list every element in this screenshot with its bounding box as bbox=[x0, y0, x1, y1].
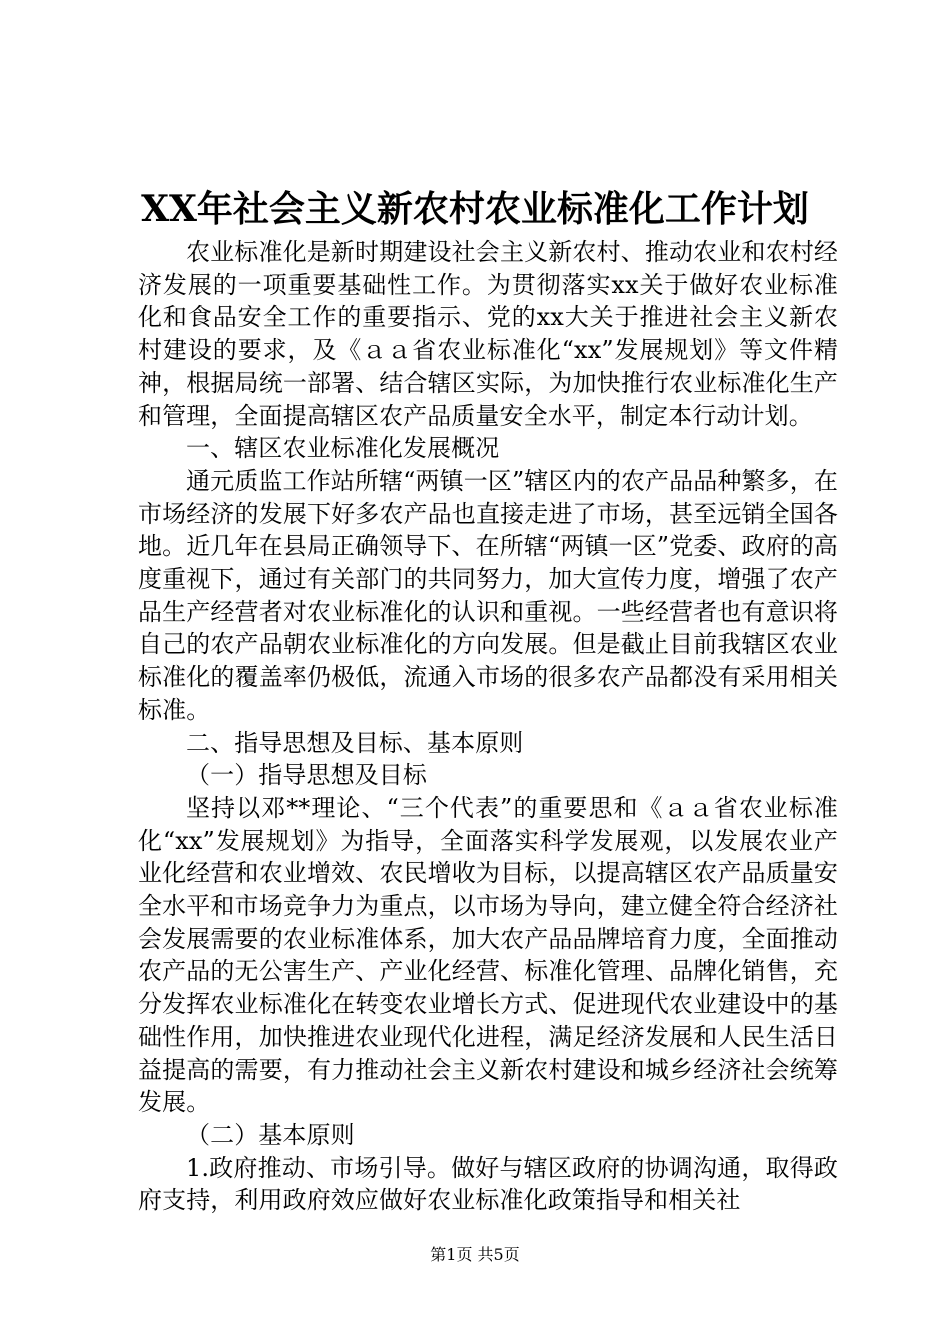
paragraph-guiding-ideology: 坚持以邓**理论、“三个代表”的重要思和《ａａ省农业标准化“xx”发展规划》为指导，全面落实科学发展观，以发展农业产业化经营和农业增效、农民增收为目标，以提高辖区农产品质量安全水平和市场竞争力为重点，以市场为导向，建立健全符合经济社会发展需要的农业标准体系，加大农产品品牌培育力度，全面推动农产品的无公害生产、产业化经营、标准化管理、品牌化销售，充分发挥农业标准化在转变农业增长方式、促进现代农业建设中的基础性作用，加快推进农业现代化进程，满足经济发展和人民生活日益提高的需要，有力推动社会主义新农村建设和城乡经济社会统筹发展。 bbox=[138, 793, 838, 1117]
page-footer: 第1页 共5页 bbox=[430, 1245, 520, 1264]
paragraph-principle-1: 1.政府推动、市场引导。做好与辖区政府的协调沟通，取得政府支持，利用政府效应做好农业标准化政策指导和相关社 bbox=[138, 1153, 838, 1215]
paragraph-overview: 通元质监工作站所辖“两镇一区”辖区内的农产品品种繁多，在市场经济的发展下好多农产品也直接走进了市场，甚至远销全国各地。近几年在县局正确领导下、在所辖“两镇一区”党委、政府的高度重视下，通过有关部门的共同努力，加大宣传力度，增强了农产品生产经营者对农业标准化的认识和重视。一些经营者也有意识将自己的农产品朝农业标准化的方向发展。但是截止目前我辖区农业标准化的覆盖率仍极低，流通入市场的很多农产品都没有采用相关标准。 bbox=[138, 466, 838, 724]
subsection-heading-guiding-ideology: （一）指导思想及目标 bbox=[186, 761, 427, 790]
section-heading-overview: 一、辖区农业标准化发展概况 bbox=[186, 434, 500, 463]
document-body bbox=[138, 236, 838, 1217]
document-title: XX年社会主义新农村农业标准化工作计划 bbox=[141, 188, 809, 230]
section-heading-guidance: 二、指导思想及目标、基本原则 bbox=[186, 728, 524, 757]
subsection-heading-principles: （二）基本原则 bbox=[186, 1120, 355, 1149]
paragraph-intro: 农业标准化是新时期建设社会主义新农村、推动农业和农村经济发展的一项重要基础性工作。为贯彻落实xx关于做好农业标准化和食品安全工作的重要指示、党的xx大关于推进社会主义新农村建设的要求，及《ａａ省农业标准化“xx”发展规划》等文件精神，根据局统一部署、结合辖区实际，为加快推行农业标准化生产和管理，全面提高辖区农产品质量安全水平，制定本行动计划。 bbox=[138, 238, 838, 430]
